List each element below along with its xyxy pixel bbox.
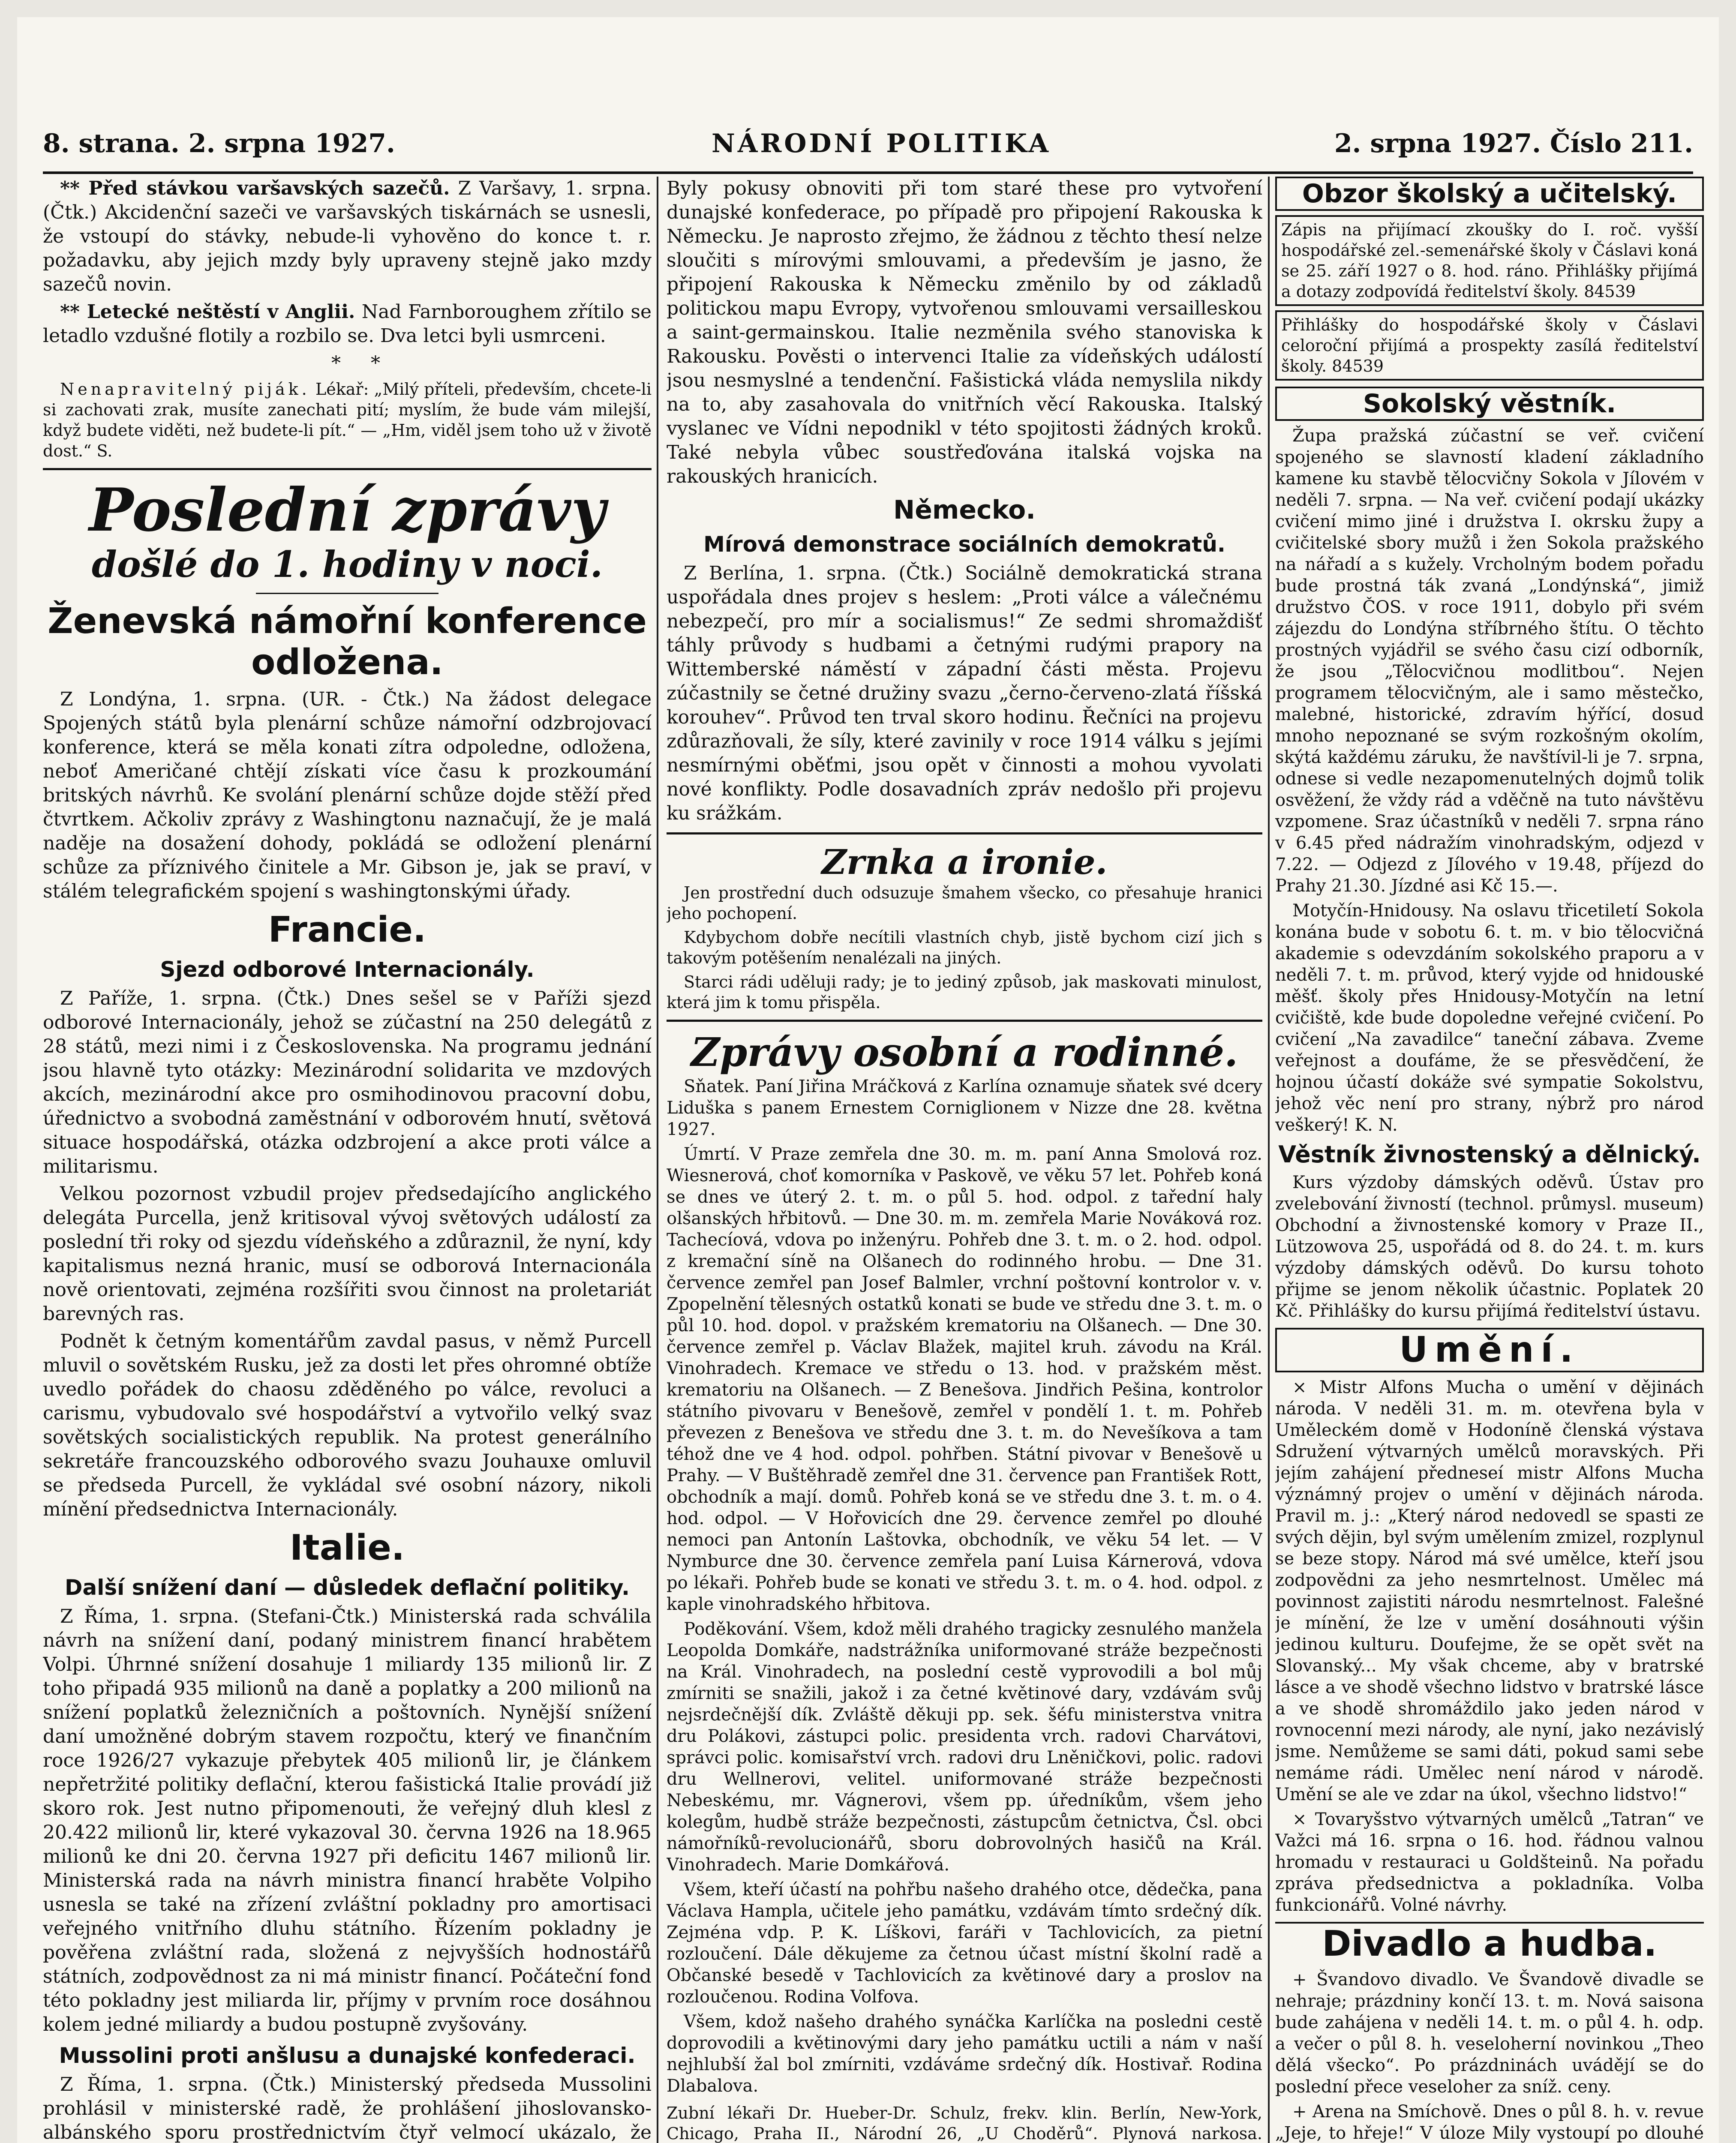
section-title: Divadlo a hudba. xyxy=(1275,1922,1704,1965)
section-title: Obzor školský a učitelský. xyxy=(1275,177,1704,211)
notice-box: Přihlášky do hospodářské školy v Čáslavi celoroční přijímá a prospekty zasílá ředitelství školy. 84539 xyxy=(1275,310,1704,381)
article-paragraph: Z Říma, 1. srpna. (Čtk.) Ministerský předseda Mussolini prohlásil v ministerské radě, že prohlášení jihoslovansko-albánského sporu prostřednictvím čtyř velmocí ukázalo, že xyxy=(43,2074,652,2143)
item-lead: ** Před stávkou varšavských sazečů. xyxy=(60,177,450,199)
divider xyxy=(667,832,1262,834)
article-paragraph: Z Londýna, 1. srpna. (UR. - Čtk.) Na žádost delegace Spojených států byla plenární schůze námořní odzbrojovací konference, která se měla konati zítra odpoledne, odložena, neboť Američané chtějí získati více času k prozkoumání britských návrhů. Ke svolání plenární schůze dojde stěží před čtvrtkem. Ačkoliv zprávy z Washingtonu naznačují, že je malá naděje na dosažení dohody, pokládá se odložení plenární schůze za příznivého činitele a Mr. Gibson je, jak se praví, v stálém telegrafickém spojení s washingtonskými úřady. xyxy=(43,688,652,902)
column-2 xyxy=(667,177,1262,2143)
section-title: Italie. xyxy=(289,1528,405,1568)
newspaper-page xyxy=(17,17,1719,2143)
aphorism: Kdybychom dobře necítili vlastních chyb, jistě bychom cizí jich s takovým potěšením nenalézali na jiných. xyxy=(667,928,1262,967)
article-paragraph: Kurs výzdoby dámských oděvů. Ústav pro zvelebování živností (technol. průmysl. museum) Obchodní a živnostenské komory v Praze II., Lützowova 25, uspořádá od 8. do 24. t. m. kurs výzdoby dámských oděvů. Do kursu tohoto přijme se jenom několik účastnic. Poplatek 20 Kč. Přihlášky do kursu přijímá ředitelství ústavu. xyxy=(1275,1173,1704,1321)
latest-news-subtitle: došlé do 1. hodiny v noci. xyxy=(92,543,603,585)
item-text: Z Varšavy, 1. srpna. (Čtk.) Akcidenční sazeči ve varšavských tiskárnách se usnesli, že vstoupí do stávky, nebude-li vyhověno do konce t. r. požadavku, aby jejich mzdy byly upraveny stejně jako mzdy sazečů novin. xyxy=(43,177,652,295)
item-text: Lékař: „Milý příteli, především, chcete-li si zachovati zrak, musíte zanechati pití; myslím, že bude vám milejší, když budete viděti, než budete-li pít.“ — „Hm, viděl jsem toho už v životě dost.“ S. xyxy=(43,380,652,460)
page-header xyxy=(43,124,1693,174)
advertisement: Zubní lékaři Dr. Hueber-Dr. Schulz, frekv. klin. Berlín, New-York, Chicago, Praha II., Národní 26, „U Choděrů“. Plynová narkosa. xyxy=(667,2100,1262,2143)
article-title: Mírová demonstrace sociálních demokratů. xyxy=(703,532,1225,557)
issue-info: 2. srpna 1927. Číslo 211. xyxy=(1334,129,1693,159)
article-paragraph: Velkou pozornost vzbudil projev předsedajícího anglického delegáta Purcella, jenž kritisoval vývoj světových událostí za poslední tři roky od sjezdu vídeňského a zdůraznil, že nyní, kdy kapitalismus nezná hranic, musí se odborová Internacionála nově orientovati, zejména rozšířiti svou činnost na proletariát barevných ras. xyxy=(43,1183,652,1325)
aphorism: Starci rádi uděluji rady; je to jediný způsob, jak maskovati minulost, která jim k tomu přispěla. xyxy=(667,972,1262,1012)
article-paragraph: Motyčín-Hnidousy. Na oslavu třicetiletí Sokola konána bude v sobotu 6. t. m. v bio tělocvičná akademie s odevzdáním sokolského praporu a v neděli 7. t. m. průvod, který vyjde od hnidouské měšť. školy přes Hnidousy-Motyčín na letní cvičiště, kde bude dopoledne veřejné cvičení. Po cvičení „Na zavadilce“ taneční zábava. Zveme veřejnost a doufáme, že se přesvědčení, že hojnou účastí dokáže své sympatie Sokolstvu, jehož věc není pro strany, nýbrž pro národ veškerý! K. N. xyxy=(1275,901,1704,1135)
section-title: Umění. xyxy=(1275,1328,1704,1372)
notice: Sňatek. Paní Jiřina Mráčková z Karlína oznamuje sňatek své dcery Liduška s panem Ernestem Corniglionem v Nizze dne 28. května 1927. xyxy=(667,1077,1262,1139)
column-divider xyxy=(657,177,658,2143)
notice: Poděkování. Všem, kdož měli drahého tragicky zesnulého manžela Leopolda Domkáře, nadstrážníka uniformované stráže bezpečnosti na Král. Vinohradech, na poslední cestě vyprovodili a bol můj zmírniti se snažili, jakož i za četné květinové dary, vzdávám svůj nejsrdečnější dík. Zvláště děkuji pp. sek. šéfu ministerstva vnitra dru Polákovi, zástupci polic. presidenta vrch. radovi Charvátovi, správci polic. komisařství vrch. radovi dru Lněničkovi, polic. radovi dru Wellnerovi, velitel. uniformované stráže bezpečnosti Nebeskému, mr. Vágnerovi, všem pp. úředníkům, všem jeho kolegům, hudbě stráže bezpečnosti, zástupcům četnictva, Čsl. obci námořníků-revolucionářů, sboru dobrovolných hasičů na Král. Vinohradech. Marie Domkářová. xyxy=(667,1619,1262,1875)
notice: Úmrtí. V Praze zemřela dne 30. m. m. paní Anna Smolová roz. Wiesnerová, choť komorníka v Paskově, ve věku 57 let. Pohřeb koná se dnes ve úterý 2. t. m. o půl 5. hod. odpol. z tařední haly olšanských hřbitovů. — Dne 30. m. m. zemřela Marie Nováková roz. Tachecíová, vdova po inženýru. Pohřeb dne 3. t. m. o 2. hod. odpol. z kremační síně na Olšanech do rodinného hrobu. — Dne 31. července zemřel pan Josef Balmler, vrchní poštovní kontrolor v. v. Zpopelnění tělesných ostatků konati se bude ve středu dne 3. t. m. o půl 10. hod. dopol. v pražském krematoriu na Olšanech. — Dne 30. července zemřel p. Václav Blažek, majitel kruh. závodu na Král. Vinohradech. Kremace ve středu o 13. hod. v pražském měst. krematoriu na Olšanech. — Z Benešova. Jindřich Pešina, kontrolor státního pivovaru v Benešově, zemřel v pondělí 1. t. m. Pohřeb převezen z Benešova ve středu dne 3. t. m. do Nevešíkova a tam téhož dne ve 4 hod. odpol. pohřben. Státní pivovar v Benešově u Prahy. — V Buštěhradě zemřel dne 31. července pan František Rott, obchodník a mají. domů. Pohřeb koná se ve středu dne 3. t. m. o 4. hod. odpol. — V Hořovicích dne 29. července zemřel po dlouhé nemoci pan Antonín Laštovka, obchodník, ve věku 54 let. — V Nymburce dne 30. července zemřela paní Luisa Kárnerová, vdova po lékaři. Pohřeb bude se konati ve středu 3. t. m. o 4. hod. odpol. z kaple vinohradského hřbitova. xyxy=(667,1144,1262,1614)
article-title: Mussolini proti anšlusu a dunajské konfederaci. xyxy=(59,2043,636,2068)
aphorism: Jen prostřední duch odsuzuje šmahem všecko, co přesahuje hranici jeho pochopení. xyxy=(667,883,1262,923)
section-title: Francie. xyxy=(268,909,426,950)
page-number: 8. strana. 2. srpna 1927. xyxy=(43,129,395,159)
item-lead: Nenapravitelný piják. xyxy=(60,380,310,399)
notice: Všem, kteří účastí na pohřbu našeho drahého otce, dědečka, pana Václava Hampla, učitele jeho památku, vzdávám tímto srdečný dík. Zejména vdp. P. K. Líškovi, faráři v Tachlovicích, za pietní rozloučení. Dále děkujeme za četnou účast místní školní radě a Občanské besedě v Tachlovicích za květinové dary a proslov na rozloučenou. Rodina Volfova. xyxy=(667,1880,1262,2007)
section-title: Sokolský věstník. xyxy=(1275,387,1704,421)
article-paragraph: Župa pražská zúčastní se veř. cvičení spojeného se slavností kladení základního kamene ku stavbě tělocvičny Sokola v Jílovém v neděli 7. srpna. — Na veř. cvičení podají ukázky cvičení mimo jiné i družstva I. okrsku župy a cvičitelské sbory mužů i žen Sokola pražského na nářadí a s kužely. Vrcholným bodem pořadu bude prostná ták zvaná „Londýnská“, jimiž družstvo ČOS. v roce 1911, dobylo při svém zájezdu do Londýna stříbrného štítu. O těchto prostných vyjádřil se svého času cizí odborník, že jsou „Tělocvičnou modlitbou“. Nejen programem tělocvičným, ale i samo městečko, malebné, historické, zdravím hýřící, dosud mnoho nepoznané se svým rozkošným okolím, skýtá každému záruku, že navštívil-li je 7. srpna, odnese si vedle nezapomenutelných dojmů tolik osvěžení, že vždy rád a vděčně na tuto návštěvu vzpomene. Sraz účastníků v neděli 7. srpna ráno v 6.45 před nádražím vinohradským, odjezd v 7.22. — Odjezd z Jílového v 19.48, příjezd do Prahy 21.30. Jízdné asi Kč 15.—. xyxy=(1275,426,1704,896)
article-paragraph: Byly pokusy obnoviti při tom staré these pro vytvoření dunajské konfederace, po případě pro připojení Rakouska k Německu. Je naprosto zřejmo, že žádnou z těchto thesí nelze sloučiti s mírovými smlouvami, a především je jasno, že připojení Rakouska k Německu změnilo by od základů politickou mapu Evropy, vytvořenou smlouvami versailleskou a saint-germainskou. Italie nezměnila svého stanoviska k Rakousku. Pověsti o intervenci Italie za vídeňských událostí jsou nesmyslné a tendenční. Fašistická vláda nemyslila nikdy na to, aby zasahovala do vnitřních věcí Rakouska. Italský vyslanec ve Vídni nepodnikl v této spojitosti žádných kroků. Také nebyla vůbec soustřeďována italská vojska na rakouských hranicích. xyxy=(667,177,1262,487)
divider xyxy=(667,1020,1262,1022)
section-title: Zprávy osobní a rodinné. xyxy=(691,1029,1238,1075)
notice: Všem, kdož našeho drahého synáčka Karlíčka na posledni cestě doprovodili a květinovými dary jeho památku uctili a nám v naší nejhlubší žal bol zmírniti, vzdáváme srdečný dík. Hostivař. Rodina Dlabalova. xyxy=(667,2012,1262,2096)
masthead: NÁRODNÍ POLITIKA xyxy=(712,129,1051,159)
article-paragraph: Podnět k četným komentářům zavdal pasus, v němž Purcell mluvil o sovětském Rusku, jež za dosti let přes ohromné obtíže uvedlo pořádek do chaosu zděděného po válce, revoluci a carismu, vybudovalo své hospodářství a vytvořilo velký svaz sovětských socialistických republik. Na protest generálního sekretáře francouzského odborového svazu Jouhauxe omluvil se předseda Purcell, že vykládal své osobní názory, nikoli mínění předsednictva Internacionály. xyxy=(43,1330,652,1520)
article-title: Ženevská námořní konference odložena. xyxy=(48,601,647,683)
article-paragraph: × Tovaryšstvo výtvarných umělců „Tatran“ ve Važci má 16. srpna o 16. hod. řádnou valnou hromadu v restauraci u Goldšteinů. Na pořadu zpráva předsednictva a pokladníka. Volba funkcionářů. Volné návrhy. xyxy=(1275,1810,1704,1915)
item-lead: ** Letecké neštěstí v Anglii. xyxy=(60,301,355,323)
column-3 xyxy=(1275,177,1704,2143)
article-paragraph: × Mistr Alfons Mucha o umění v dějinách národa. V neděli 31. m. m. otevřena byla v Uměleckém domě v Hodoníně členská výstava Sdružení výtvarných umělců moravských. Při jejím zahájení předneseí mistr Alfons Mucha význámný projev o umění v dějinách národa. Pravil m. j.: „Který národ nedovedl se spasti ze svých dějin, byl svým umělením zmizel, rozplynul se beze stopy. Národ má své umělce, kteří jsou zodpovědni za jeho nesmrtelnost. Umělec má povinnost zajistiti národu nesmrtelnost. Falešné je mínění, že lze v umění dosáhnouti výšin jedinou kulturu. Doufejme, že se opět svět na Slovanský... My však chceme, aby v bratrské lásce a ve shodě všechno lidstvo v bratrské lásce a ve shodě shromáždilo jako jeden národ v rovnocenní mezi národy, ale nyní, jako nezávislý jsme. Nemůžeme se sami dáti, pokud sami sebe nemáme rádi. Umělec není národ v národě. Umění se ale ve zdar na úkol, všechno lidstvo!“ xyxy=(1275,1378,1704,1804)
section-title: Německo. xyxy=(893,495,1036,525)
article-title: Sjezd odborové Internacionály. xyxy=(160,957,535,982)
article-paragraph: + Arena na Smíchově. Dnes o půl 8. h. v. revue „Jeje, to hřeje!“ V úloze Mily vystoupí po dlouhé xyxy=(1275,2102,1704,2143)
section-title: Věstník živnostenský a dělnický. xyxy=(1278,1141,1701,1168)
column-divider xyxy=(1268,177,1270,2143)
notice-box: Zápis na přijímací zkoušky do I. roč. vyšší hospodářské zel.-semenářské školy v Čáslavi koná se 25. září 1927 o 8. hod. ráno. Přihlášky přijímá a dotazy zodpovídá ředitelství školy. 84539 xyxy=(1275,215,1704,306)
divider xyxy=(256,593,439,594)
article-title: Další snížení daní — důsledek deflační politiky. xyxy=(65,1575,630,1600)
item-text: Nad Farnboroughem zřítilo se letadlo vzdušné flotily a rozbilo se. Dva letci byli usmrceni. xyxy=(43,301,652,347)
section-title: Zrnka a ironie. xyxy=(821,842,1108,882)
latest-news-title: Poslední zprávy xyxy=(89,475,606,545)
article-paragraph: Z Paříže, 1. srpna. (Čtk.) Dnes sešel se v Paříži sjezd odborové Internacionály, jehož se zúčastní na 250 delegátů z 28 států, mezi nimi i z Československa. Na programu jednání jsou hlavně tyto otázky: Mezinárodní solidarita ve mzdových akcích, mezinárodní akce pro osmihodinovou pracovní dobu, úřednictvo a svobodná zaměstnání v odborovém hnutí, světová situace hospodářská, otázka odzbrojení a akce proti válce a militarismu. xyxy=(43,987,652,1177)
divider xyxy=(43,468,652,470)
article-paragraph: + Švandovo divadlo. Ve Švandově divadle se nehraje; prázdniny končí 13. t. m. Nová saisona bude zahájena v neděli 14. t. m. o půl 4. h. odp. a večer o půl 8. h. veseloherní novinkou „Theo dělá všecko“. Po prázdninách uvádějí se do poslední přece veseloher za sníž. ceny. xyxy=(1275,1970,1704,2097)
article-paragraph: Z Berlína, 1. srpna. (Čtk.) Sociálně demokratická strana uspořádala dnes projev s heslem: „Proti válce a válečnému nebezpečí, pro mír a socialismus!“ Ze sedmi shromaždišť táhly průvody s hudbami a četnými rudými prapory na Wittemberské náměstí v západní části města. Projevu zúčastnily se četné družiny svazu „černo-červeno-zlatá říšská korouhev“. Průvod ten trval skoro hodinu. Řečníci na projevu zdůrazňovali, že síly, které zavinily v roce 1914 válku s jejími nesmírnými oběťmi, jsou opět v činnosti a mohou vyvolati nové konflikty. Podle dosavadních zpráv nedošlo při projevu ku srážkám. xyxy=(667,562,1262,824)
article-paragraph: Z Říma, 1. srpna. (Stefani-Čtk.) Ministerská rada schválila návrh na snížení daní, podaný ministrem financí hrabětem Volpi. Úhrnné snížení dosahuje 1 miliardy 135 milionů lir. Z toho připadá 935 milionů na daně a poplatky a 200 milionů na snížení poplatků železničních a poštovních. Nynější snížení daní umožněné dobrým stavem rozpočtu, který ve finančním roce 1926/27 vykazuje přebytek 405 milionů lir, je článkem nepřetržité politiky deflační, kterou fašistická Italie provádí již skoro rok. Jest nutno připomenouti, že veřejný dluh klesl z 20.422 milionů lir, které vykazoval 30. června 1926 na 18.965 milionů ke dni 20. června 1927 při deficitu 1467 milionů lir. Ministerská rada na návrh ministra financí hraběte Volpiho usnesla se také na zřízení zvláštní pokladny pro amortisaci veřejného vnitřního dluhu státního. Řízením pokladny je pověřena zvláštní rada, složená z nejvyšších hodnostářů státních, zodpovědnost za ni má ministr financí. Počáteční fond této pokladny jest miliarda lir, příjmy v prvním roce dosáhnou kolem jedné miliardy a budou postupně zvyšovány. xyxy=(43,1606,652,2035)
column-1: ** Před stávkou varšavských sazečů. Z Varšavy, 1. srpna. (Čtk.) Akcidenční sazeči ve varšavských tiskárnách se usnesli, že vstoupí do stávky, nebude-li vyhověno do konce t. r. požadavku, aby jejich mzdy byly upraveny stejně jako mzdy sazečů novin. ** Letecké neštěstí v Anglii. Nad Farnboroughem zřítilo se letadlo vzdušné flotily a rozbilo se. Dva letci byli usmrceni. * * Nenapravitelný piják. Lékař: „Milý příteli, především, chcete-li si zachovati zrak, musíte zanechati pití; myslím, že bude vám milejší, když budete viděti, než budete-li pít.“ — „Hm, viděl jsem toho už v životě dost.“ S. Poslední zprávy došlé do 1. hodiny v noci. Ženevská námořní konference odložena. Z Londýna, 1. srpna. (UR. - Čtk.) Na žádost delegace Spojených států byla plenární schůze námořní odzbrojovací konference, která se měla konati zítra odpoledne, odložena, neboť Američané chtějí získati více času k prozkoumání britských návrhů. Ke svolání plenární schůze dojde stěží před čtvrtkem. Ačkoliv zprávy z Washingtonu naznačují, že je malá naděje na dosažení dohody, pokládá se odložení plenární schůze za příznivého činitele a Mr. Gibson je, jak se praví, v stálém telegrafickém spojení s washingtonskými úřady. Francie. Sjezd odborové Internacionály. Z Paříže, 1. srpna. (Čtk.) Dnes sešel se v Paříži sjezd odborové Internacionály, jehož se zúčastní na 250 delegátů z 28 států, mezi nimi i z Československa. Na programu jednání jsou hlavně tyto otázky: Mezinárodní solidarita ve mzdových akcích, mezinárodní akce pro osmihodinovou pracovní dobu, úřednictvo a svobodná zaměstnání v odborovém hnutí, světová situace hospodářská, otázka odzbrojení a akce proti válce a militarismu. Velkou pozornost vzbudil projev předsedajícího anglického delegáta Purcella, jenž kritisoval vývoj světových událostí za poslední tři roky od sjezdu vídeňského a zdůraznil, že nyní, kdy kapitalismus nezná hranic, musí se odborová Internacionála nově orientovati, zejména rozšířiti svou činnost na proletariát barevných ras. Podnět k četným komentářům zavdal pasus, v němž Purcell mluvil o sovětském Rusku, jež za dosti let přes ohromné obtíže uvedlo pořádek do chaosu zděděného po válce, revoluci a carismu, vybudovalo své hospodářství a vytvořilo velký svaz sovětských socialistických republik. Na protest generálního sekretáře francouzského odborového svazu Jouhauxe omluvil se předseda Purcell, že vykládal své osobní názory, nikoli mínění předsednictva Internacionály. Italie. Další snížení daní — důsledek deflační politiky. Z Říma, 1. srpna. (Stefani-Čtk.) Ministerská rada schválila návrh na snížení daní, podaný ministrem financí hrabětem Volpi. Úhrnné snížení dosahuje 1 miliardy 135 milionů lir. Z toho připadá 935 milionů na daně a poplatky a 200 milionů na snížení poplatků železničních a poštovních. Nynější snížení daní umožněné dobrým stavem rozpočtu, který ve finančním roce 1926/27 vykazuje přebytek 405 milionů lir, je článkem nepřetržité politiky deflační, kterou fašistická Italie provádí již skoro rok. Jest nutno připomenouti, že veřejný dluh klesl z 20.422 milionů lir, které vykazoval 30. června 1926 na 18.965 milionů ke dni 20. června 1927 při deficitu 1467 milionů lir. Ministerská rada na návrh ministra financí hraběte Volpiho usnesla se také na zřízení zvláštní pokladny pro amortisaci veřejného vnitřního dluhu státního. Řízením pokladny je pověřena zvláštní rada, složená z nejvyšších hodnostářů státních, zodpovědnost za ni má ministr financí. Počáteční fond této pokladny jest miliarda lir, příjmy v prvním roce dosáhnou kolem jedné miliardy a budou postupně zvyšovány. Mussolini proti anšlusu a dunajské konfederaci. Z Říma, 1. srpna. (Čtk.) Ministerský předseda Mussolini prohlásil v ministerské radě, že prohlášení jihoslovansko-albánského sporu prostřednictvím čtyř velmocí ukázalo, že xyxy=(43,177,652,2143)
